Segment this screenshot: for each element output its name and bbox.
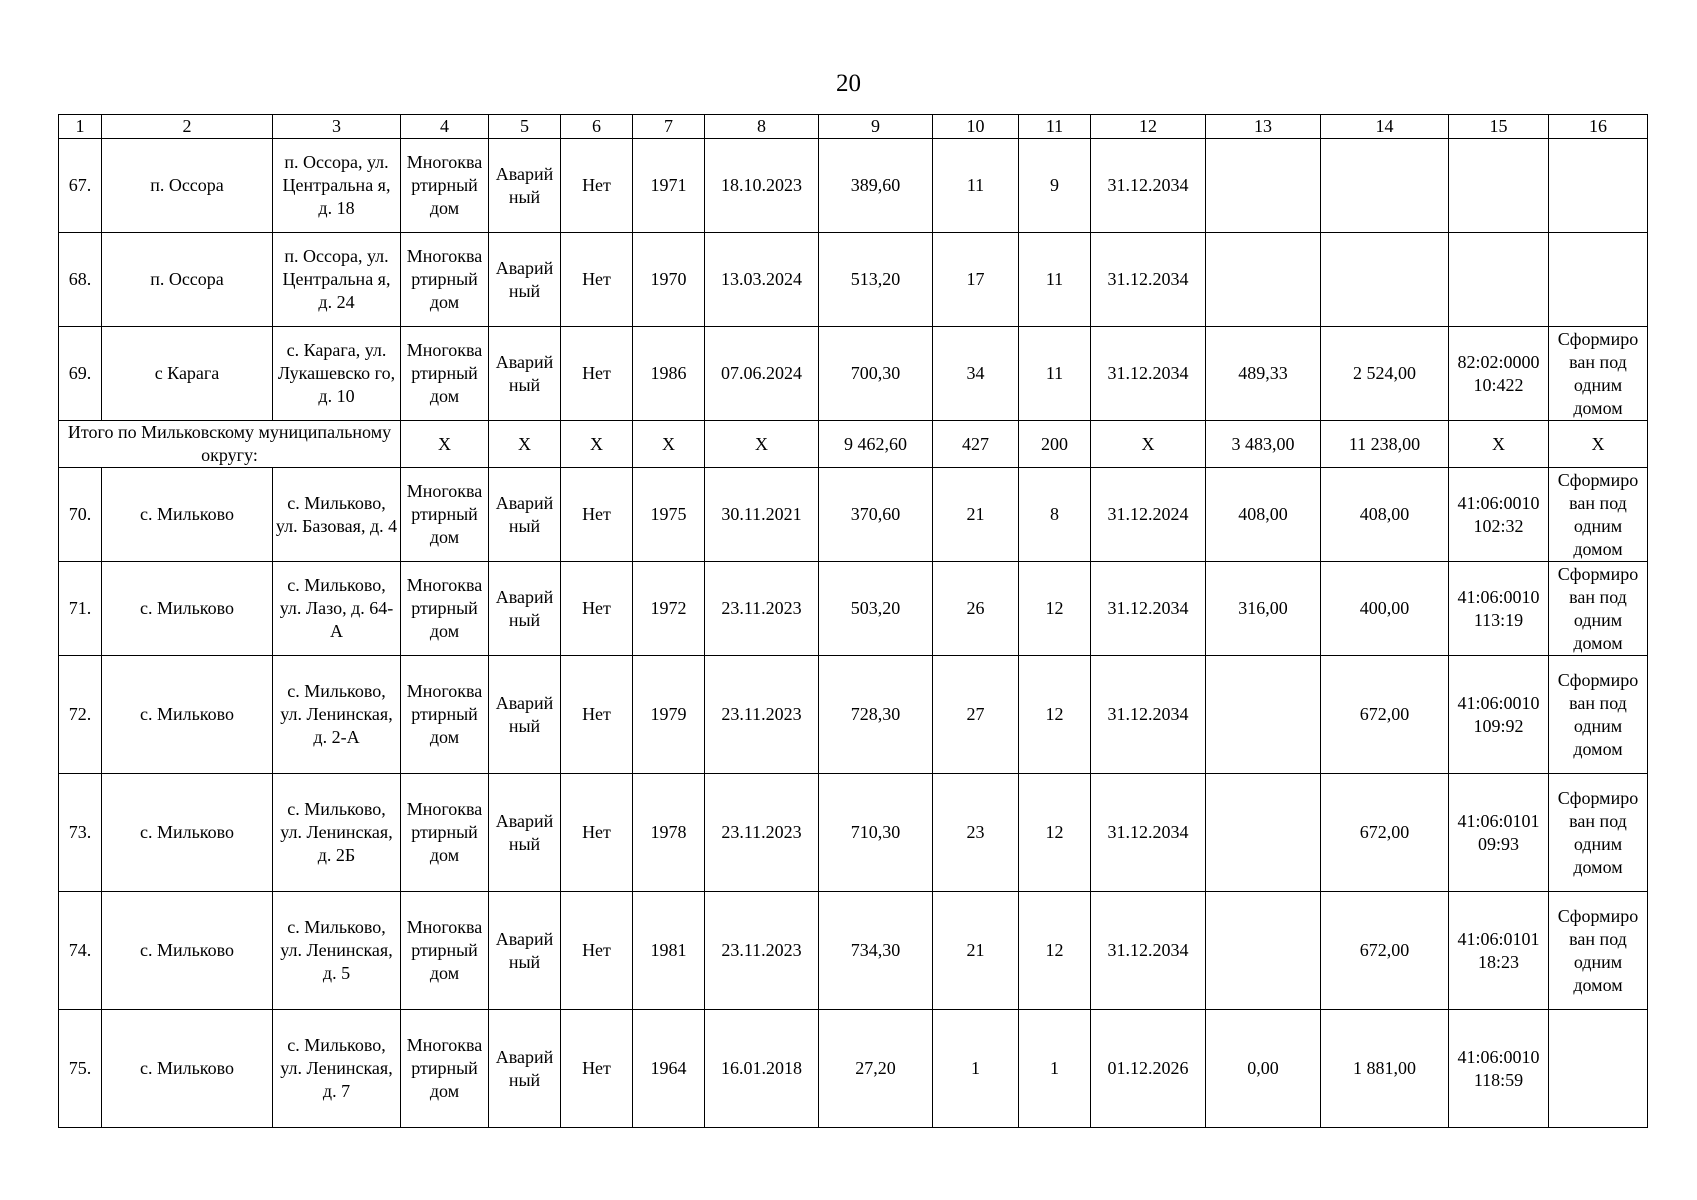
address-cell: с. Мильково, ул. Ленинская, д. 5	[273, 892, 401, 1010]
area-cell: 728,30	[819, 656, 933, 774]
address-cell: с. Мильково, ул. Ленинская, д. 7	[273, 1010, 401, 1128]
resettlement-date-cell: 31.12.2034	[1091, 233, 1206, 327]
total-cell: Х	[1449, 421, 1549, 468]
column-number: 6	[561, 115, 633, 139]
recognition-date-cell: 18.10.2023	[705, 139, 819, 233]
residents-cell: 27	[933, 656, 1019, 774]
premises-cell: 8	[1019, 468, 1091, 562]
premises-cell: 9	[1019, 139, 1091, 233]
table-row	[59, 233, 1648, 327]
house-status-cell: Аварий ный	[489, 327, 561, 421]
area-cell: 734,30	[819, 892, 933, 1010]
column-number: 14	[1321, 115, 1449, 139]
year-built-cell: 1970	[633, 233, 705, 327]
table-row	[59, 774, 1648, 892]
house-type-cell: Многоква ртирный дом	[401, 892, 489, 1010]
col-14-cell	[1321, 139, 1449, 233]
column-number: 4	[401, 115, 489, 139]
cadastral-number-cell: 41:06:0010 109:92	[1449, 656, 1549, 774]
area-cell: 27,20	[819, 1010, 933, 1128]
recognition-date-cell: 16.01.2018	[705, 1010, 819, 1128]
col-14-cell: 400,00	[1321, 562, 1449, 656]
cadastral-number-cell: 82:02:0000 10:422	[1449, 327, 1549, 421]
settlement-name-cell: п. Оссора	[102, 139, 273, 233]
col-6-cell: Нет	[561, 562, 633, 656]
cadastral-number-cell: 41:06:0101 18:23	[1449, 892, 1549, 1010]
col-6-cell: Нет	[561, 1010, 633, 1128]
total-cell: Х	[633, 421, 705, 468]
cadastral-number-cell: 41:06:0010 118:59	[1449, 1010, 1549, 1128]
col-6-cell: Нет	[561, 139, 633, 233]
residents-cell: 23	[933, 774, 1019, 892]
house-type-cell: Многоква ртирный дом	[401, 468, 489, 562]
address-cell: п. Оссора, ул. Центральна я, д. 24	[273, 233, 401, 327]
house-type-cell: Многоква ртирный дом	[401, 656, 489, 774]
col-6-cell: Нет	[561, 656, 633, 774]
note-cell: Сформиро ван под одним домом	[1549, 656, 1648, 774]
note-cell: Сформиро ван под одним домом	[1549, 468, 1648, 562]
premises-cell: 1	[1019, 1010, 1091, 1128]
year-built-cell: 1978	[633, 774, 705, 892]
recognition-date-cell: 23.11.2023	[705, 892, 819, 1010]
recognition-date-cell: 30.11.2021	[705, 468, 819, 562]
col-14-cell: 672,00	[1321, 892, 1449, 1010]
row-number-cell: 68.	[59, 233, 102, 327]
house-type-cell: Многоква ртирный дом	[401, 233, 489, 327]
rows-ossora-karaga	[59, 139, 1648, 421]
resettlement-date-cell: 31.12.2034	[1091, 327, 1206, 421]
col-6-cell: Нет	[561, 774, 633, 892]
residents-cell: 17	[933, 233, 1019, 327]
total-col13: 3 483,00	[1206, 421, 1321, 468]
residents-cell: 34	[933, 327, 1019, 421]
resettlement-date-cell: 31.12.2034	[1091, 656, 1206, 774]
col-6-cell: Нет	[561, 327, 633, 421]
total-cell: Х	[1091, 421, 1206, 468]
settlement-name-cell: с. Мильково	[102, 562, 273, 656]
note-cell: Сформиро ван под одним домом	[1549, 892, 1648, 1010]
column-number: 2	[102, 115, 273, 139]
address-cell: с. Мильково, ул. Ленинская, д. 2-А	[273, 656, 401, 774]
total-cell: Х	[1549, 421, 1648, 468]
row-number-cell: 69.	[59, 327, 102, 421]
year-built-cell: 1972	[633, 562, 705, 656]
column-number: 1	[59, 115, 102, 139]
row-number-cell: 72.	[59, 656, 102, 774]
rows-milkovo-a	[59, 468, 1648, 656]
premises-cell: 12	[1019, 656, 1091, 774]
residents-cell: 26	[933, 562, 1019, 656]
note-cell: Сформиро ван под одним домом	[1549, 562, 1648, 656]
recognition-date-cell: 23.11.2023	[705, 656, 819, 774]
total-area: 9 462,60	[819, 421, 933, 468]
house-status-cell: Аварий ный	[489, 468, 561, 562]
col-6-cell: Нет	[561, 892, 633, 1010]
area-cell: 710,30	[819, 774, 933, 892]
housing-registry-table	[58, 114, 1648, 1128]
premises-cell: 11	[1019, 327, 1091, 421]
residents-cell: 21	[933, 892, 1019, 1010]
column-number: 8	[705, 115, 819, 139]
resettlement-date-cell: 31.12.2034	[1091, 562, 1206, 656]
resettlement-date-cell: 31.12.2034	[1091, 774, 1206, 892]
col-13-cell: 0,00	[1206, 1010, 1321, 1128]
col-14-cell: 1 881,00	[1321, 1010, 1449, 1128]
resettlement-date-cell: 31.12.2034	[1091, 139, 1206, 233]
table-row	[59, 562, 1648, 656]
col-14-cell: 2 524,00	[1321, 327, 1449, 421]
column-number: 9	[819, 115, 933, 139]
year-built-cell: 1964	[633, 1010, 705, 1128]
column-number: 3	[273, 115, 401, 139]
year-built-cell: 1981	[633, 892, 705, 1010]
column-number: 10	[933, 115, 1019, 139]
premises-cell: 12	[1019, 774, 1091, 892]
row-number-cell: 73.	[59, 774, 102, 892]
note-cell	[1549, 139, 1648, 233]
house-type-cell: Многоква ртирный дом	[401, 327, 489, 421]
year-built-cell: 1986	[633, 327, 705, 421]
year-built-cell: 1975	[633, 468, 705, 562]
note-cell: Сформиро ван под одним домом	[1549, 327, 1648, 421]
column-number: 13	[1206, 115, 1321, 139]
total-cell: Х	[401, 421, 489, 468]
settlement-name-cell: п. Оссора	[102, 233, 273, 327]
col-14-cell: 672,00	[1321, 656, 1449, 774]
row-number-cell: 75.	[59, 1010, 102, 1128]
col-13-cell	[1206, 233, 1321, 327]
column-number: 11	[1019, 115, 1091, 139]
house-status-cell: Аварий ный	[489, 656, 561, 774]
house-status-cell: Аварий ный	[489, 233, 561, 327]
total-residents: 427	[933, 421, 1019, 468]
col-13-cell	[1206, 774, 1321, 892]
house-status-cell: Аварий ный	[489, 892, 561, 1010]
area-cell: 370,60	[819, 468, 933, 562]
house-type-cell: Многоква ртирный дом	[401, 139, 489, 233]
total-cell: Х	[705, 421, 819, 468]
cadastral-number-cell: 41:06:0010 113:19	[1449, 562, 1549, 656]
address-cell: с. Карага, ул. Лукашевско го, д. 10	[273, 327, 401, 421]
settlement-name-cell: с. Мильково	[102, 892, 273, 1010]
settlement-name-cell: с Карага	[102, 327, 273, 421]
resettlement-date-cell: 01.12.2026	[1091, 1010, 1206, 1128]
col-6-cell: Нет	[561, 468, 633, 562]
residents-cell: 1	[933, 1010, 1019, 1128]
house-status-cell: Аварий ный	[489, 1010, 561, 1128]
note-cell	[1549, 233, 1648, 327]
total-col14: 11 238,00	[1321, 421, 1449, 468]
col-13-cell	[1206, 892, 1321, 1010]
area-cell: 389,60	[819, 139, 933, 233]
col-13-cell: 408,00	[1206, 468, 1321, 562]
col-13-cell	[1206, 139, 1321, 233]
table-row	[59, 139, 1648, 233]
cadastral-number-cell: 41:06:0101 09:93	[1449, 774, 1549, 892]
address-cell: с. Мильково, ул. Лазо, д. 64-А	[273, 562, 401, 656]
page-number: 20	[836, 70, 861, 97]
total-premises: 200	[1019, 421, 1091, 468]
col-13-cell	[1206, 656, 1321, 774]
settlement-name-cell: с. Мильково	[102, 656, 273, 774]
note-cell	[1549, 1010, 1648, 1128]
table-row	[59, 892, 1648, 1010]
address-cell: с. Мильково, ул. Ленинская, д. 2Б	[273, 774, 401, 892]
total-cell: Х	[489, 421, 561, 468]
row-number-cell: 67.	[59, 139, 102, 233]
recognition-date-cell: 23.11.2023	[705, 562, 819, 656]
note-cell: Сформиро ван под одним домом	[1549, 774, 1648, 892]
settlement-name-cell: с. Мильково	[102, 1010, 273, 1128]
col-14-cell: 672,00	[1321, 774, 1449, 892]
address-cell: с. Мильково, ул. Базовая, д. 4	[273, 468, 401, 562]
column-number-row	[59, 115, 1648, 139]
row-number-cell: 70.	[59, 468, 102, 562]
total-label: Итого по Мильковскому муниципальному округу:	[59, 421, 401, 468]
cadastral-number-cell	[1449, 139, 1549, 233]
year-built-cell: 1979	[633, 656, 705, 774]
col-14-cell	[1321, 233, 1449, 327]
column-number: 7	[633, 115, 705, 139]
premises-cell: 12	[1019, 562, 1091, 656]
residents-cell: 11	[933, 139, 1019, 233]
recognition-date-cell: 07.06.2024	[705, 327, 819, 421]
house-type-cell: Многоква ртирный дом	[401, 562, 489, 656]
row-number-cell: 74.	[59, 892, 102, 1010]
total-row	[59, 421, 1648, 468]
house-type-cell: Многоква ртирный дом	[401, 774, 489, 892]
col-13-cell: 489,33	[1206, 327, 1321, 421]
year-built-cell: 1971	[633, 139, 705, 233]
row-number-cell: 71.	[59, 562, 102, 656]
area-cell: 503,20	[819, 562, 933, 656]
cadastral-number-cell	[1449, 233, 1549, 327]
area-cell: 700,30	[819, 327, 933, 421]
premises-cell: 12	[1019, 892, 1091, 1010]
area-cell: 513,20	[819, 233, 933, 327]
resettlement-date-cell: 31.12.2024	[1091, 468, 1206, 562]
column-number: 15	[1449, 115, 1549, 139]
resettlement-date-cell: 31.12.2034	[1091, 892, 1206, 1010]
settlement-name-cell: с. Мильково	[102, 774, 273, 892]
house-status-cell: Аварий ный	[489, 139, 561, 233]
cadastral-number-cell: 41:06:0010 102:32	[1449, 468, 1549, 562]
residents-cell: 21	[933, 468, 1019, 562]
settlement-name-cell: с. Мильково	[102, 468, 273, 562]
col-13-cell: 316,00	[1206, 562, 1321, 656]
address-cell: п. Оссора, ул. Центральна я, д. 18	[273, 139, 401, 233]
recognition-date-cell: 13.03.2024	[705, 233, 819, 327]
table-row	[59, 468, 1648, 562]
house-status-cell: Аварий ный	[489, 562, 561, 656]
table-row	[59, 327, 1648, 421]
column-number: 12	[1091, 115, 1206, 139]
total-cell: Х	[561, 421, 633, 468]
recognition-date-cell: 23.11.2023	[705, 774, 819, 892]
house-status-cell: Аварий ный	[489, 774, 561, 892]
table-row	[59, 1010, 1648, 1128]
table-row	[59, 656, 1648, 774]
column-number: 5	[489, 115, 561, 139]
premises-cell: 11	[1019, 233, 1091, 327]
rows-milkovo-b	[59, 656, 1648, 1128]
column-number: 16	[1549, 115, 1648, 139]
col-14-cell: 408,00	[1321, 468, 1449, 562]
col-6-cell: Нет	[561, 233, 633, 327]
house-type-cell: Многоква ртирный дом	[401, 1010, 489, 1128]
